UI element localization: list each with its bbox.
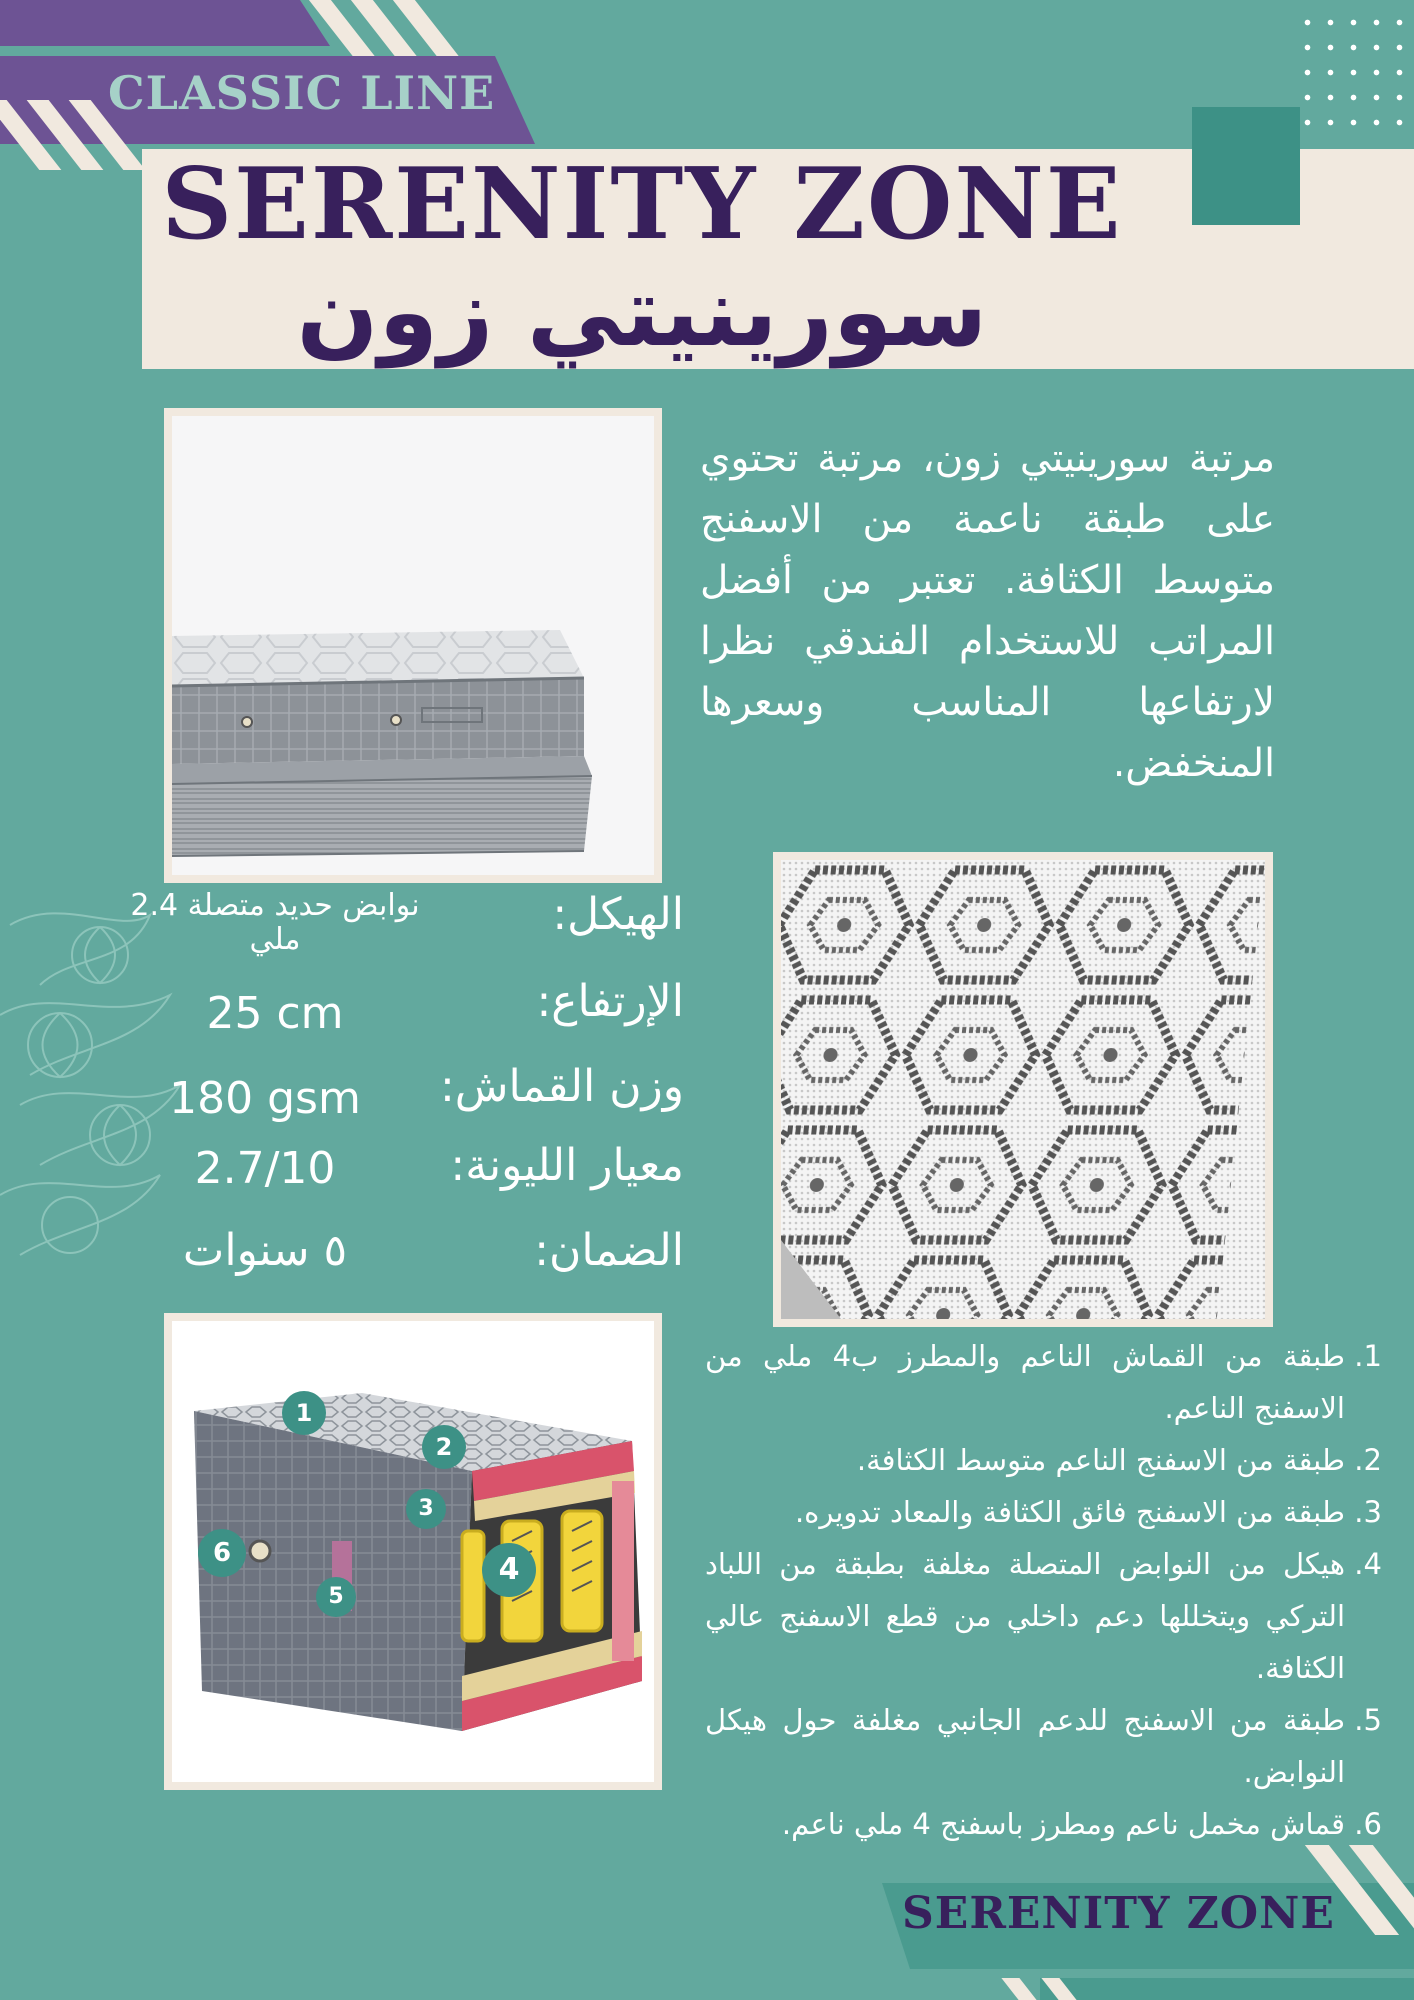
diagram-marker-5: 5 xyxy=(316,1577,356,1617)
spec-value-frame: نوابض حديد متصلة 2.4 ملي xyxy=(130,888,420,957)
decor-square xyxy=(1192,107,1300,225)
list-item: 6. قماش مخمل ناعم ومطرز باسفنج 4 ملي ناعم. xyxy=(705,1798,1345,1850)
list-item: 5. طبقة من الاسفنج للدعم الجانبي مغلفة حول هيكل النوابض. xyxy=(705,1694,1345,1798)
footer-brand: SERENITY ZONE xyxy=(902,1888,1335,1939)
list-item: 2. طبقة من الاسفنج الناعم متوسط الكثافة. xyxy=(705,1434,1345,1486)
product-description: مرتبة سورينيتي زون، مرتبة تحتوي على طبقة ناعمة من الاسفنج متوسط الكثافة. تعتبر من أفضل المراتب للاستخدام الفندقي نظرا لارتفاعها المناسب وسعرها المنخفض. xyxy=(700,436,1275,786)
layers-list xyxy=(705,1330,1377,1850)
spec-value-fabric-weight: 180 gsm xyxy=(169,1073,361,1124)
spec-label-height: الإرتفاع: xyxy=(536,976,684,1027)
top-decor-band xyxy=(0,0,330,46)
fabric-pattern-illustration xyxy=(781,860,1265,1319)
bottom-band xyxy=(1040,1978,1414,2000)
page-title-en: SERENITY ZONE xyxy=(161,147,1123,262)
list-item: 1. طبقة من القماش الناعم والمطرز ب4 ملي من الاسفنج الناعم. xyxy=(705,1330,1345,1434)
diagram-marker-6: 6 xyxy=(198,1529,246,1577)
spec-label-fabric-weight: وزن القماش: xyxy=(439,1061,684,1112)
diagram-marker-4: 4 xyxy=(482,1543,536,1597)
cutaway-diagram xyxy=(164,1313,662,1790)
dot-pattern xyxy=(1296,10,1414,136)
page-title-ar: سورينيتي زون xyxy=(296,256,988,368)
spec-label-warranty: الضمان: xyxy=(534,1225,684,1276)
diagram-marker-1: 1 xyxy=(282,1391,326,1435)
list-item: 3. طبقة من الاسفنج فائق الكثافة والمعاد تدويره. xyxy=(705,1486,1345,1538)
fabric-closeup-photo xyxy=(773,852,1273,1327)
spec-label-frame: الهيكل: xyxy=(552,889,684,940)
decor-stripe xyxy=(1001,1978,1036,2000)
list-item: 4. هيكل من النوابض المتصلة مغلفة بطبقة من اللباد التركي ويتخللها دعم داخلي من قطع الاسفنج عالي الكثافة. xyxy=(705,1538,1345,1694)
diagram-marker-3: 3 xyxy=(406,1489,446,1529)
mattress-photo xyxy=(164,408,662,883)
line-tag: CLASSIC LINE xyxy=(108,66,496,120)
mattress-illustration xyxy=(172,416,654,875)
diagram-marker-2: 2 xyxy=(422,1425,466,1469)
spec-label-softness: معيار الليونة: xyxy=(450,1140,684,1191)
spec-value-softness: 2.7/10 xyxy=(194,1143,336,1194)
spec-value-warranty: ٥ سنوات xyxy=(182,1225,348,1276)
spec-value-height: 25 cm xyxy=(206,988,344,1039)
